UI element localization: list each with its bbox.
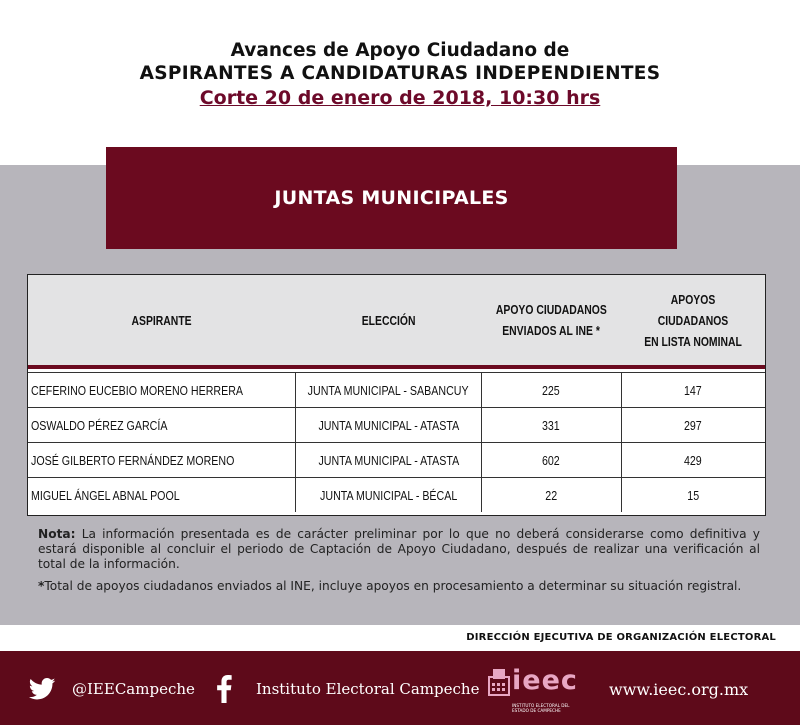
facebook-name[interactable]: Instituto Electoral Campeche [256, 680, 480, 698]
column-header-aspirante: ASPIRANTE [28, 275, 297, 365]
column-header-lista: APOYOS CIUDADANOS EN LISTA NOMINAL [621, 275, 765, 365]
logo-wordmark: ieec [512, 665, 578, 696]
title-line-2: ASPIRANTES A CANDIDATURAS INDEPENDIENTES [139, 63, 661, 84]
cutoff-date: Corte 20 de enero de 2018, 10:30 hrs [199, 87, 601, 109]
section-banner [106, 147, 677, 249]
note-paragraph: Nota: La información presentada es de carácter preliminar por lo que no deberá considerarse como definitiva y estará disponible al concluir el periodo de Captación de Apoyo Ciudadano, después de realizar una verificación al total de la información. [38, 527, 760, 571]
cell-eleccion: JUNTA MUNICIPAL - SABANCUY [296, 373, 482, 407]
table-header [28, 275, 765, 365]
table-row [28, 442, 765, 477]
cell-enviados: 602 [481, 443, 622, 477]
ballot-box-icon [488, 667, 510, 697]
candidates-table [27, 274, 766, 516]
cell-lista: 15 [687, 487, 699, 503]
cell-enviados: 225 [481, 373, 622, 407]
twitter-icon[interactable] [28, 678, 56, 700]
cell-aspirante: MIGUEL ÁNGEL ABNAL POOL [28, 478, 296, 512]
asterisk-footnote: *Total de apoyos ciudadanos enviados al INE, incluye apoyos en procesamiento a determinar su situación registral. [38, 579, 742, 593]
twitter-handle[interactable]: @IEECampeche [72, 680, 195, 698]
logo-subtext: INSTITUTO ELECTORAL DEL ESTADO DE CAMPECHE [512, 703, 570, 713]
cell-eleccion: JUNTA MUNICIPAL - BÉCAL [296, 478, 482, 512]
page-header [0, 0, 800, 165]
cell-aspirante: CEFERINO EUCEBIO MORENO HERRERA [28, 373, 296, 407]
table-row [28, 407, 765, 442]
cell-enviados: 22 [481, 478, 622, 512]
column-header-eleccion: ELECCIÓN [296, 275, 482, 365]
table-row [28, 372, 765, 407]
table-row [28, 477, 765, 515]
department-credit: DIRECCIÓN EJECUTIVA DE ORGANIZACIÓN ELECTORAL [466, 632, 776, 643]
cell-lista: 429 [684, 452, 702, 468]
facebook-icon[interactable] [212, 675, 236, 703]
ieec-logo [488, 661, 588, 719]
notes-section [38, 527, 760, 601]
cell-aspirante: JOSÉ GILBERTO FERNÁNDEZ MORENO [28, 443, 296, 477]
footer-bar [0, 651, 800, 725]
cell-aspirante: OSWALDO PÉREZ GARCÍA [28, 408, 296, 442]
column-header-enviados: APOYO CIUDADANOS ENVIADOS AL INE * [481, 275, 622, 365]
section-title: JUNTAS MUNICIPALES [274, 187, 509, 209]
cell-lista: 147 [684, 382, 702, 398]
website-link[interactable]: www.ieec.org.mx [609, 680, 749, 699]
cell-lista: 297 [684, 417, 702, 433]
cell-eleccion: JUNTA MUNICIPAL - ATASTA [296, 408, 482, 442]
cell-eleccion: JUNTA MUNICIPAL - ATASTA [296, 443, 482, 477]
title-line-1: Avances de Apoyo Ciudadano de [230, 40, 570, 61]
cell-enviados: 331 [481, 408, 622, 442]
